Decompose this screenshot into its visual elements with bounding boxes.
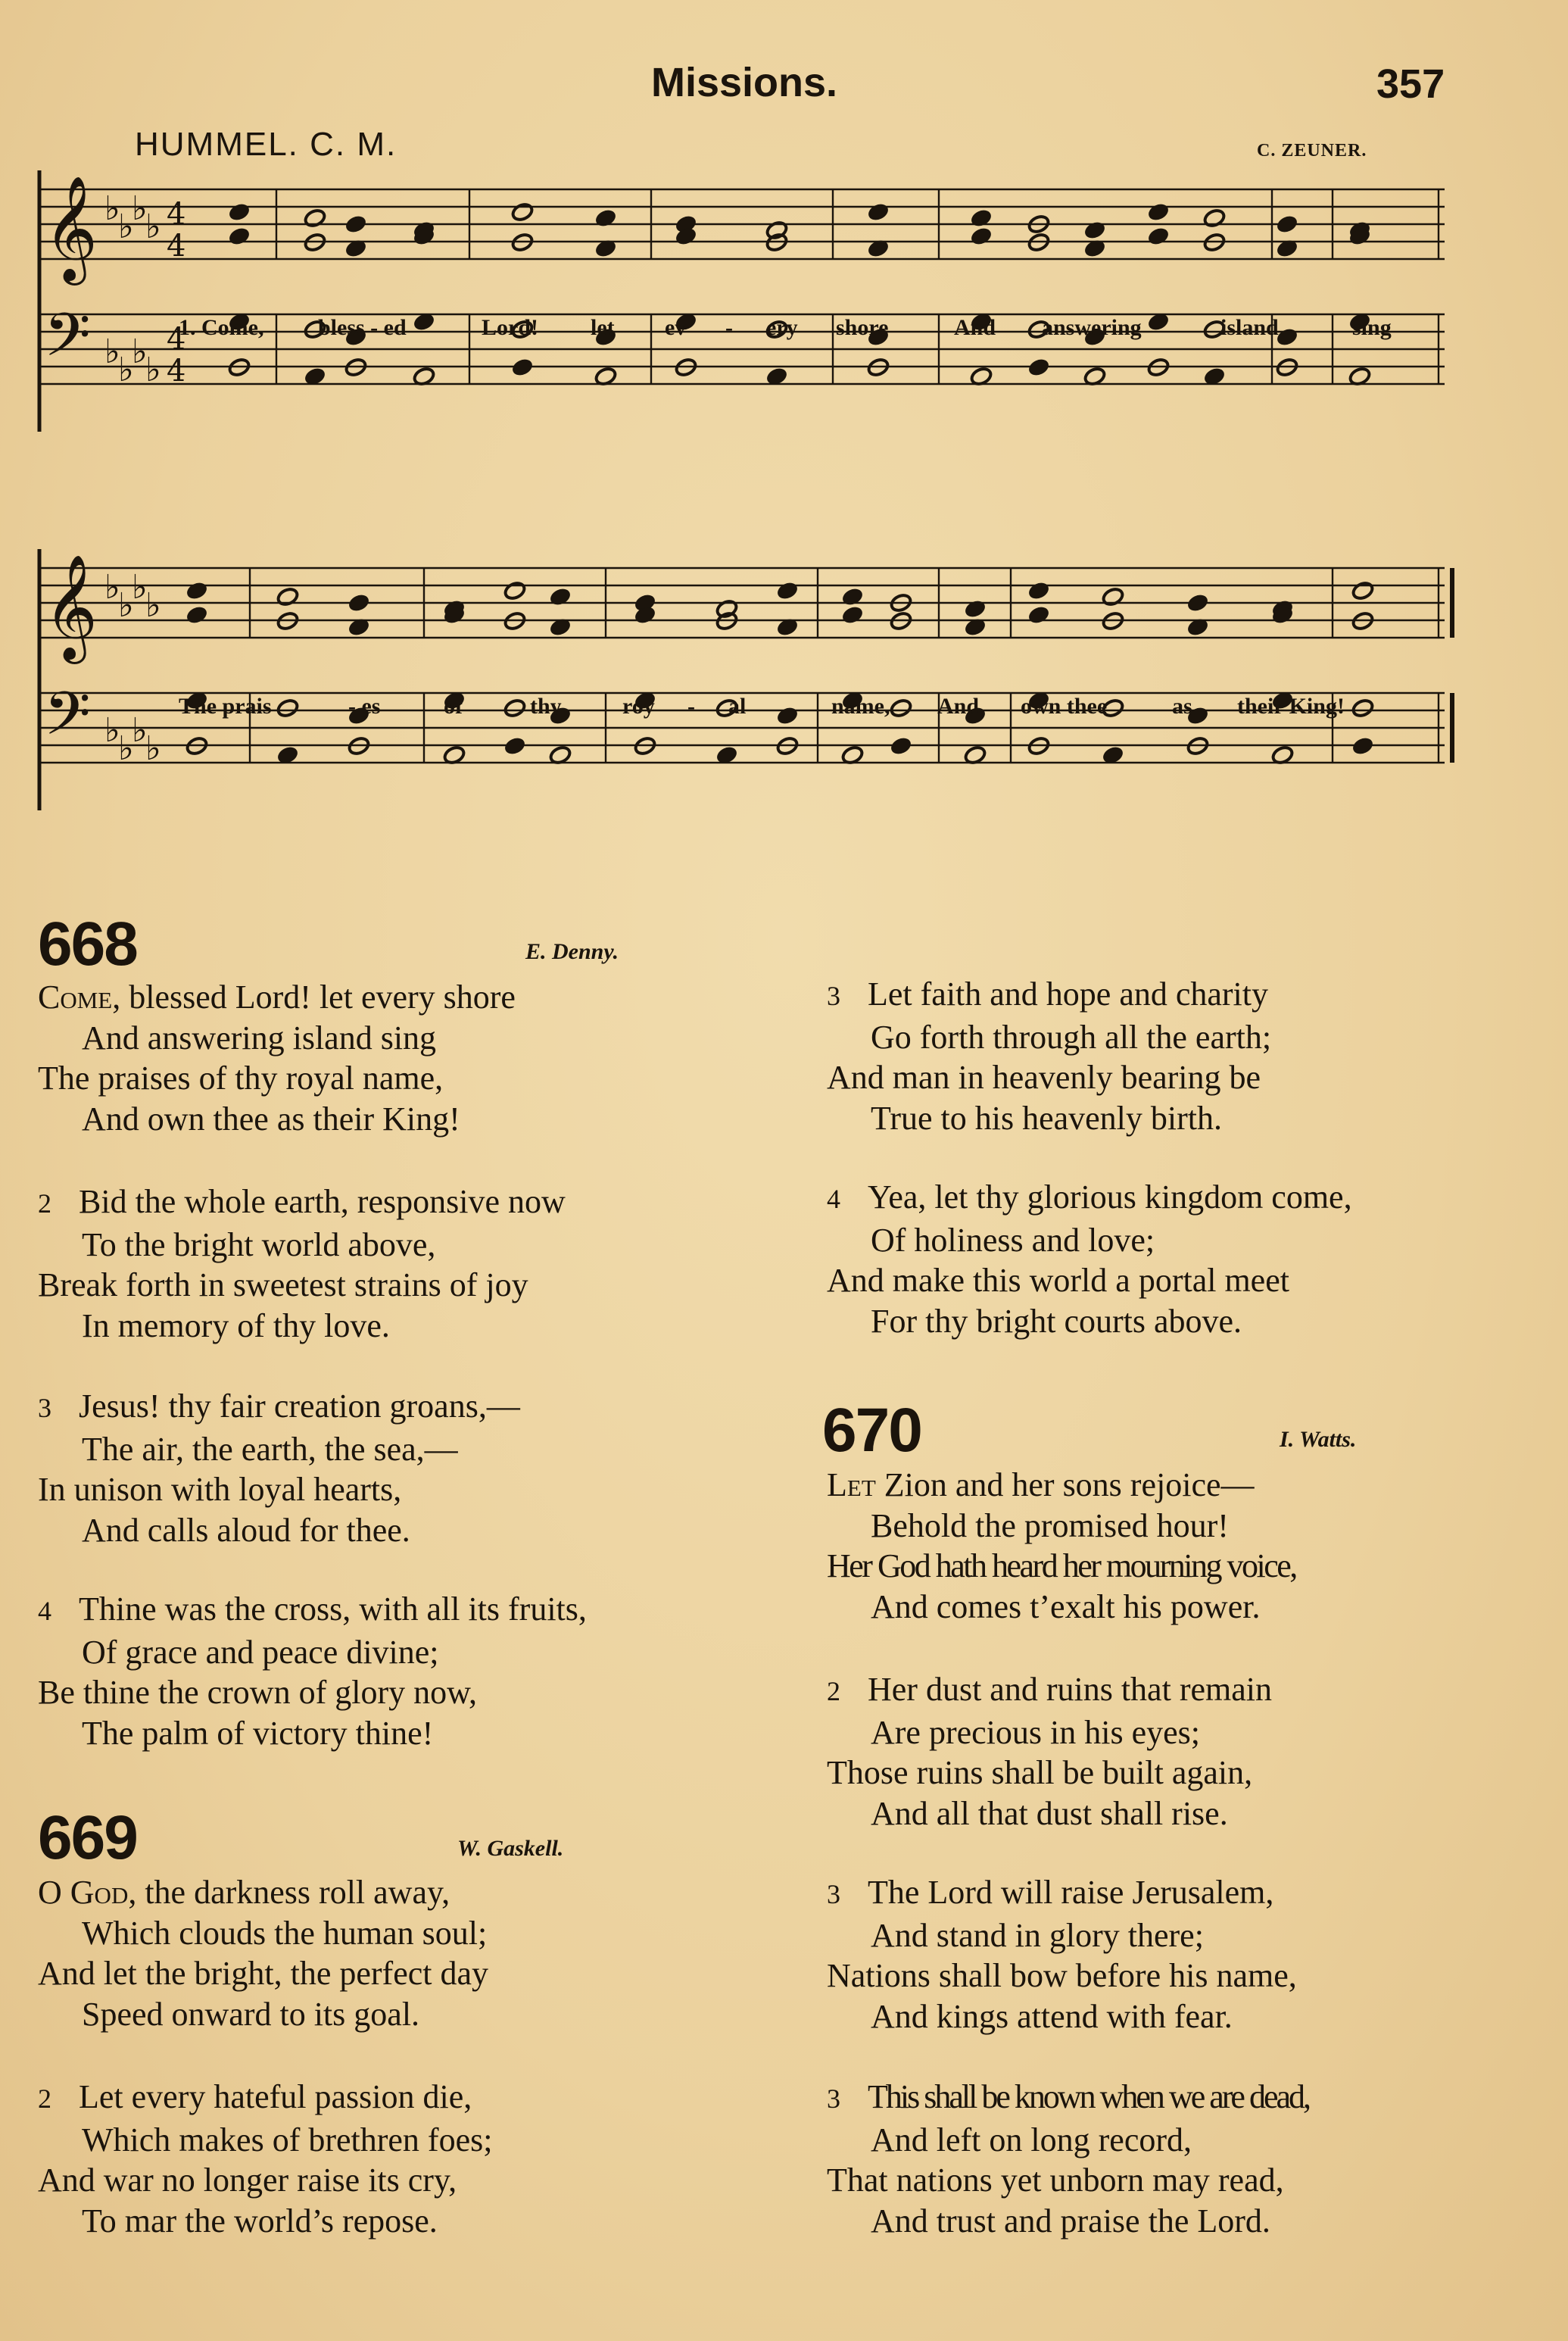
stanza-line: 3 Jesus! thy fair creation groans,— [38,1386,520,1429]
lyric-word: thy [530,694,562,719]
hymn-number: 669 [38,1803,137,1872]
lyric-word: And [937,694,980,719]
flat-icon: ♭ [118,351,134,389]
note-head [889,698,912,718]
lyric-word: own thee [1021,694,1108,719]
time-signature: 4 [167,354,186,389]
lyric-word: ery [766,315,798,340]
lyric-word: let [591,315,615,340]
note-head [866,201,890,222]
note-head [510,357,534,377]
first-word: Come, [38,979,121,1016]
note-head [1202,208,1226,228]
note-head [227,226,251,246]
verse-number: 4 [827,1184,840,1214]
flat-icon: ♭ [145,208,161,246]
stanza [827,974,1271,1138]
stanza [38,977,516,1139]
page-number: 357 [1376,61,1445,107]
stanza [38,1589,587,1753]
stanza [38,1872,488,2034]
stanza-line: For thy bright courts above. [871,1302,1242,1340]
note-head [503,698,526,718]
note-head [1351,735,1374,756]
stanza [827,1669,1272,1834]
note-head [1027,580,1050,601]
music-score [0,0,1568,909]
lyric-word: Lord! [482,315,538,340]
note-head [1083,220,1106,240]
lyric-word: answering [1042,315,1142,340]
stanza-line: O God, the darkness roll away, [38,1874,450,1911]
flat-icon: ♭ [118,208,134,246]
note-head [1027,357,1050,377]
flat-icon: ♭ [132,711,148,750]
note-head [775,580,799,601]
note-head [963,598,987,619]
stanza-line: 2 Her dust and ruins that remain [827,1669,1272,1712]
hymn-author: I. Watts. [1280,1427,1357,1452]
lyric-word: name, [831,694,890,719]
stanza-line: And calls aloud for thee. [82,1511,410,1549]
note-head [344,214,367,234]
stanza-line: Let Zion and her sons rejoice— [827,1466,1255,1503]
hymn-author: W. Gaskell. [457,1836,564,1861]
flat-icon: ♭ [104,189,120,228]
note-head [1101,586,1124,607]
lyric-word: The prais [179,694,272,719]
stanza-line: 4 Thine was the cross, with all its fruits, [38,1589,587,1632]
verse-number: 3 [827,981,840,1011]
stanza-line: To the bright world above, [82,1225,436,1263]
verse-number: 3 [827,2083,840,2114]
lyric-word: - es [348,694,381,719]
note-head [503,735,526,756]
stanza-line: Her God hath heard her mourning voice, [827,1547,1296,1584]
stanza-line: And stand in glory there; [871,1916,1204,1954]
stanza-line: And all that dust shall rise. [871,1794,1228,1832]
note-head [503,580,526,601]
first-word: O God, [38,1874,137,1911]
stanza [38,2077,492,2241]
stanza-line: Be thine the crown of glory now, [38,1674,478,1711]
treble-clef-icon: 𝄞 [44,176,98,281]
lyric-word: of [444,694,463,719]
stanza-line: True to his heavenly birth. [871,1099,1222,1137]
stanza-line: 3 The Lord will raise Jerusalem, [827,1872,1297,1915]
stanza-line: Come, blessed Lord! let every shore [38,979,516,1016]
stanza-line: Nations shall bow before his name, [827,1957,1297,1994]
verse-number: 3 [827,1879,840,1909]
stanza-line: Which makes of brethren foes; [82,2121,493,2158]
lyric-word: shore [836,315,889,340]
note-head [1146,201,1170,222]
stanza-line: And trust and praise the Lord. [871,2202,1270,2240]
lyric-word: bless - ed [318,315,407,340]
flat-icon: ♭ [104,711,120,750]
stanza [827,1177,1352,1341]
lyric-word: - [687,694,695,719]
lyric-word: sing [1352,315,1392,340]
hymn-number: 670 [822,1396,921,1465]
stanza-line: 4 Yea, let thy glorious kingdom come, [827,1177,1352,1220]
stanza [827,1465,1296,1627]
stanza-line: Go forth through all the earth; [871,1018,1272,1056]
lyric-word: ev [665,315,687,340]
stanza-line: Speed onward to its goal. [82,1995,420,2033]
note-head [303,208,326,228]
verse-number: 2 [38,2083,51,2114]
stanza [38,1181,566,1346]
stanza-line: Are precious in his eyes; [871,1713,1200,1751]
tune-composer: C. ZEUNER. [1257,141,1367,161]
lyric-word: island [1220,315,1279,340]
verse-number: 3 [38,1393,51,1423]
stanza-line: The air, the earth, the sea,— [82,1430,458,1468]
lyric-word: roy [622,694,655,719]
stanza-line: And comes t’exalt his power. [871,1587,1261,1625]
flat-icon: ♭ [145,729,161,768]
stanza-line: The praises of thy royal name, [38,1060,444,1097]
note-head [1146,226,1170,246]
verse-number: 2 [38,1188,51,1219]
verse-number: 2 [827,1676,840,1706]
note-head [227,201,251,222]
stanza-line: And left on long record, [871,2121,1192,2158]
stanza-line: To mar the world’s repose. [82,2202,438,2240]
flat-icon: ♭ [118,729,134,768]
stanza-line: Those ruins shall be built again, [827,1754,1253,1791]
stanza [38,1386,520,1550]
time-signature: 4 [167,322,186,357]
flat-icon: ♭ [132,332,148,371]
lyric-word: as [1172,694,1192,719]
page-title: Missions. [651,60,838,105]
stanza-line: 3 Let faith and hope and charity [827,974,1271,1017]
note-head [1275,326,1298,347]
tune-name: HUMMEL. C. M. [135,126,397,163]
stanza-line: And own thee as their King! [82,1100,460,1138]
lyric-word: al [728,694,747,719]
note-head [889,735,912,756]
note-head [594,208,617,228]
stanza-line: Break forth in sweetest strains of joy [38,1266,528,1303]
stanza-line: Which clouds the human soul; [82,1914,488,1952]
stanza-line: And let the bright, the perfect day [38,1955,489,1992]
flat-icon: ♭ [145,586,161,625]
stanza-line: Behold the promised hour! [871,1506,1229,1544]
note-head [185,604,208,625]
stanza-line: 2 Bid the whole earth, responsive now [38,1181,566,1225]
flat-icon: ♭ [132,189,148,228]
lyric-word: And [954,315,996,340]
lyric-word: 1. Come, [179,315,264,340]
flat-icon: ♭ [104,568,120,607]
stanza [827,1872,1297,2037]
note-head [1027,604,1050,625]
time-signature: 4 [167,229,186,264]
note-head [276,586,299,607]
flat-icon: ♭ [145,351,161,389]
stanza-line: And war no longer raise its cry, [38,2162,457,2199]
note-head [840,586,864,607]
note-head [969,208,993,228]
bass-clef-icon: 𝄢 [44,300,91,385]
note-head [185,580,208,601]
lyric-word: - [725,315,733,340]
time-signature: 4 [167,197,186,232]
note-head [548,586,572,607]
note-head [840,604,864,625]
stanza-line: 3 This shall be known when we are dead, [827,2077,1309,2120]
stanza-line: In unison with loyal hearts, [38,1471,402,1508]
lyric-word: their King! [1237,694,1345,719]
stanza-line: Of grace and peace divine; [82,1633,439,1671]
bass-clef-icon: 𝄢 [44,679,91,763]
stanza-line: In memory of thy love. [82,1306,390,1344]
stanza-line: And answering island sing [82,1019,437,1057]
first-word: Let [827,1466,876,1503]
stanza-line: 2 Let every hateful passion die, [38,2077,492,2120]
hymn-number: 668 [38,910,137,979]
stanza-line: And make this world a portal meet [827,1262,1289,1299]
stanza-line: That nations yet unborn may read, [827,2162,1284,2199]
stanza-line: The palm of victory thine! [82,1714,434,1752]
stanza-line: Of holiness and love; [871,1221,1155,1259]
flat-icon: ♭ [132,568,148,607]
flat-icon: ♭ [104,332,120,371]
stanza-line: And man in heavenly bearing be [827,1059,1261,1096]
stanza-line: And kings attend with fear. [871,1997,1233,2035]
verse-number: 4 [38,1596,51,1626]
note-head [1351,580,1374,601]
flat-icon: ♭ [118,586,134,625]
note-head [347,592,370,613]
note-head [1186,592,1209,613]
stanza [827,2077,1309,2241]
note-head [1275,214,1298,234]
note-head [276,698,299,718]
note-head [775,705,799,726]
note-head [510,201,534,222]
hymn-author: E. Denny. [525,939,619,964]
note-head [1351,698,1374,718]
treble-clef-icon: 𝄞 [44,554,98,660]
note-head [969,226,993,246]
